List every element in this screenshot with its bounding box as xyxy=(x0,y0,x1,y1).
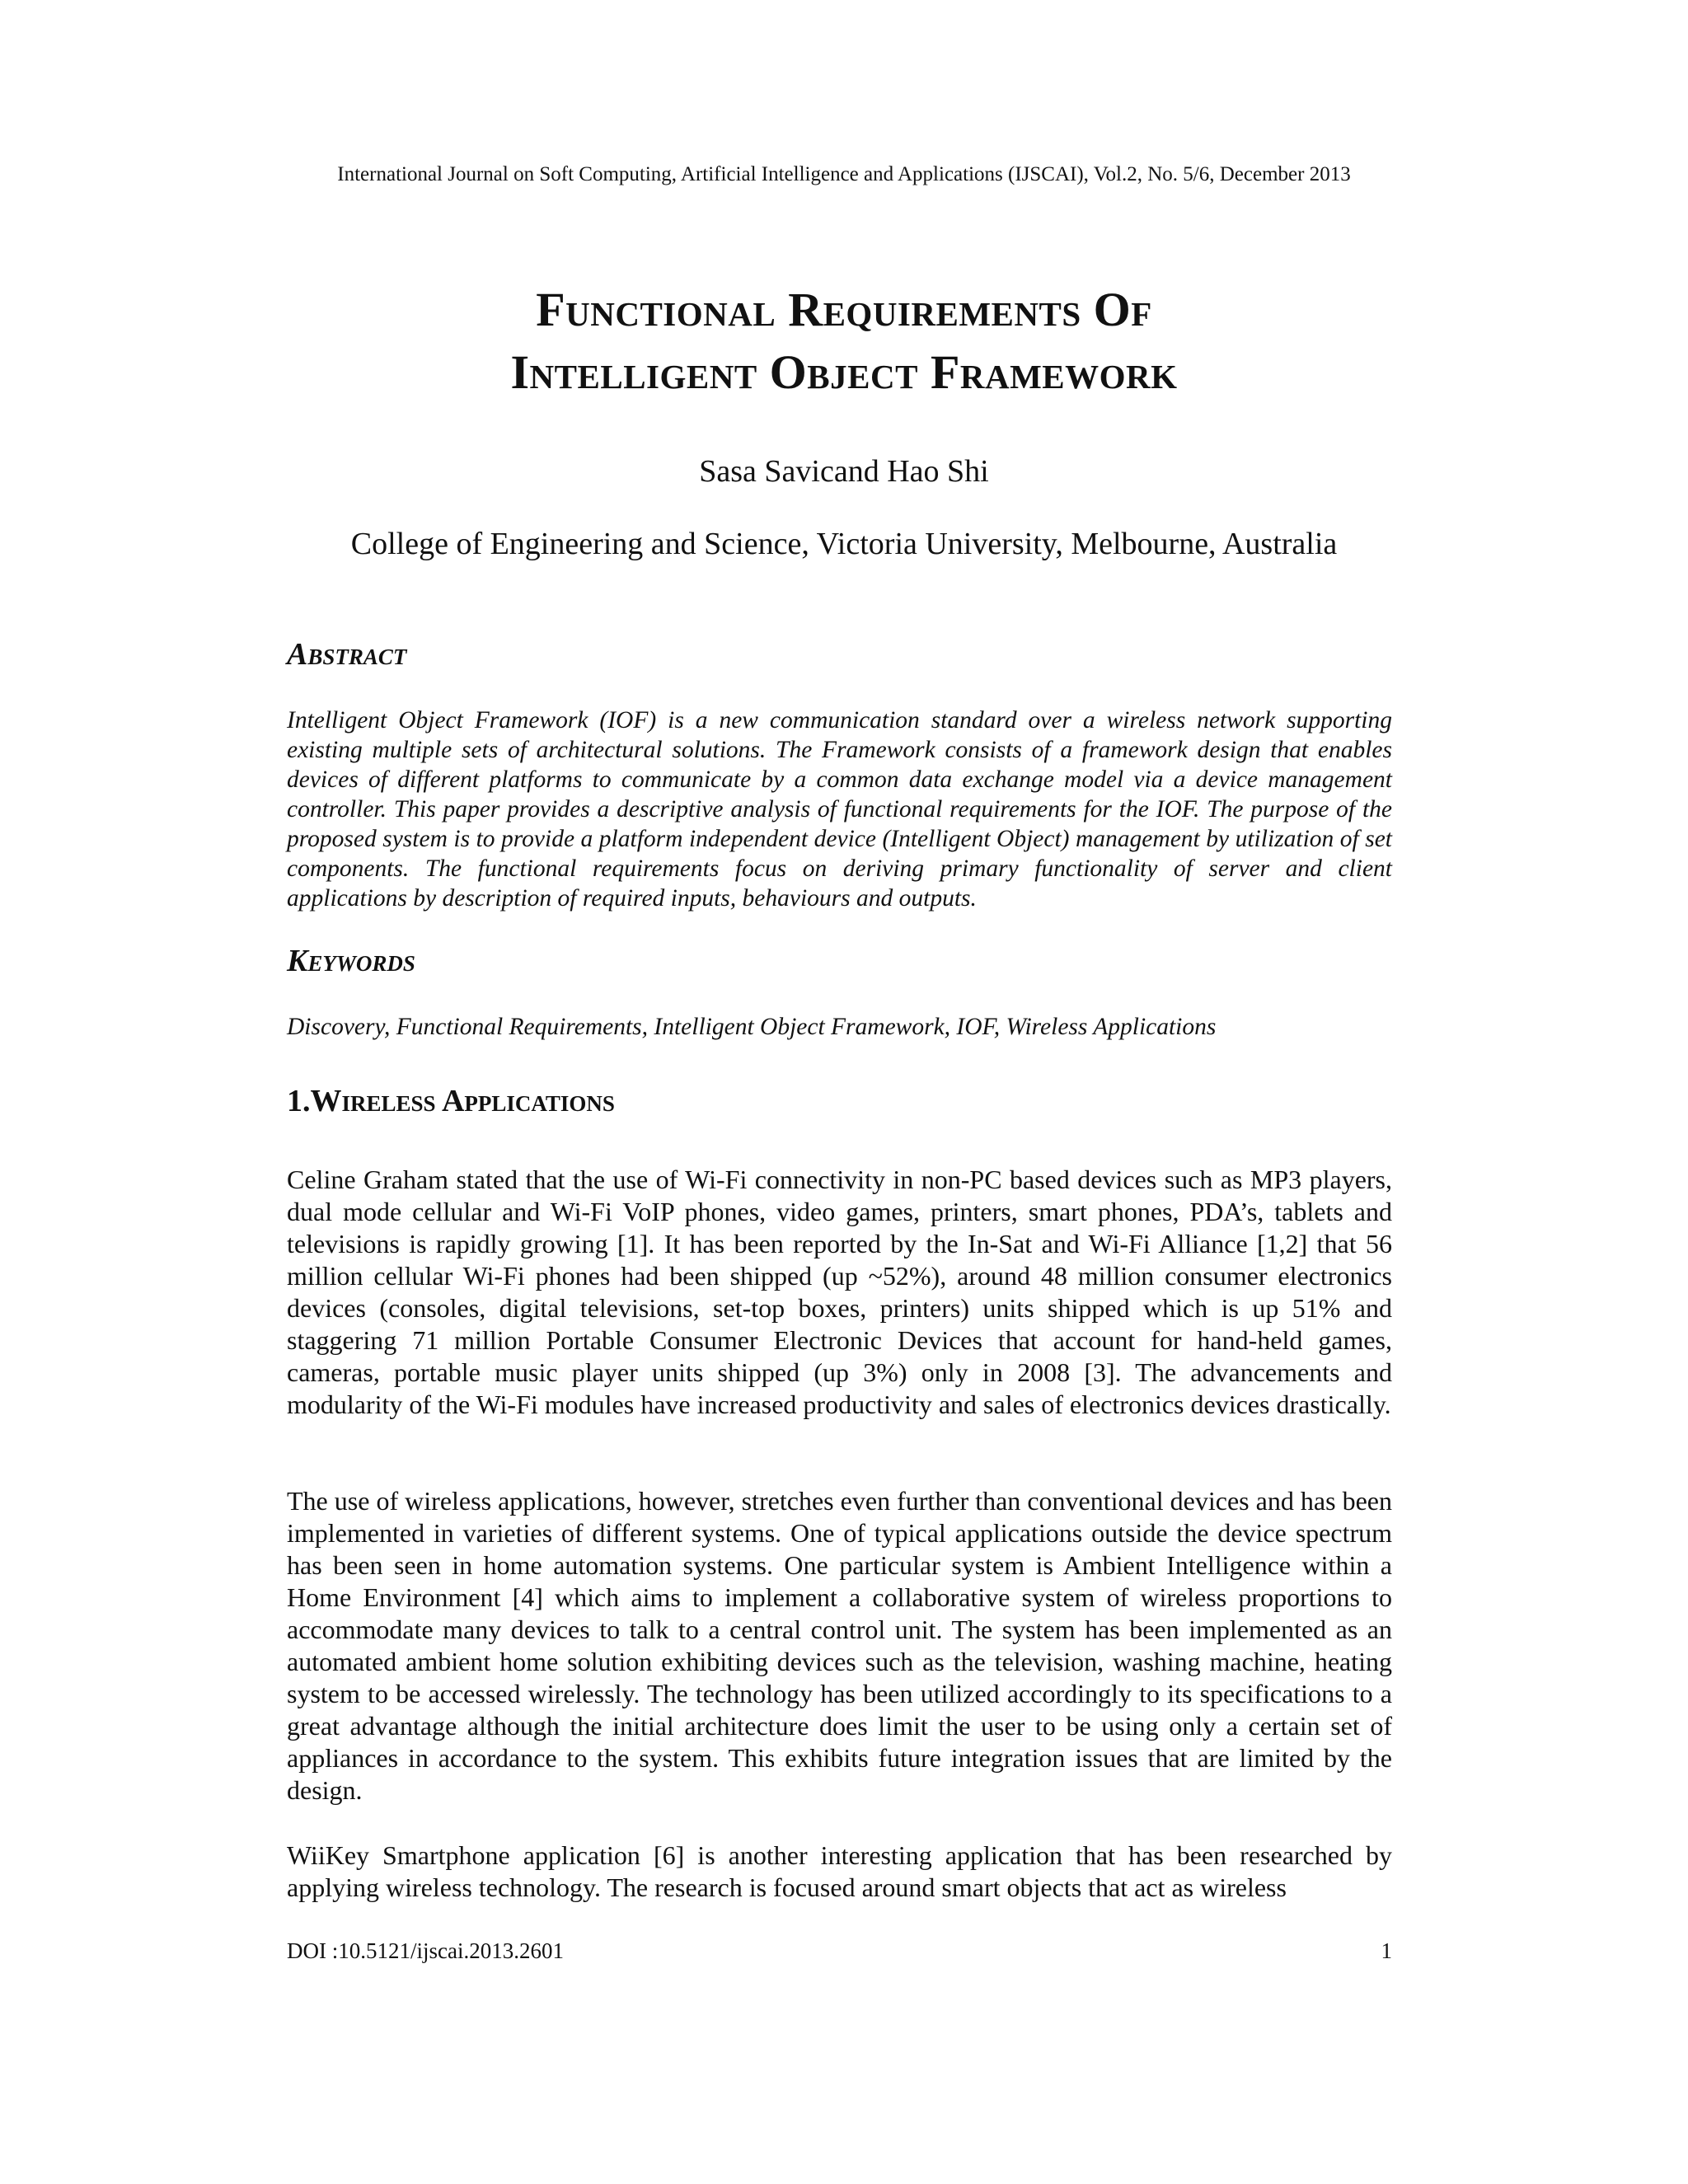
abstract-heading: Abstract xyxy=(287,637,407,672)
keywords-text: Discovery, Functional Requirements, Intelligent Object Framework, IOF, Wireless Applications xyxy=(287,1014,1217,1040)
keywords-heading: Keywords xyxy=(287,944,415,978)
affiliation: College of Engineering and Science, Victoria University, Melbourne, Australia xyxy=(350,527,1338,561)
page-footer xyxy=(287,1937,1392,1965)
section-1-paragraph-3: WiiKey Smartphone application [6] is another interesting application that has been researched by applying wireless technology. The research is focused around smart objects that act as wireless xyxy=(287,1840,1392,1902)
paper-title xyxy=(0,279,1688,404)
section-1-paragraph-1: Celine Graham stated that the use of Wi-Fi connectivity in non-PC based devices such as MP3 players, dual mode cellular and Wi-Fi VoIP phones, video games, printers, smart phones, PDA’s, tablets and televisions is rapidly growing [1]. It has been reported by the In-Sat and Wi-Fi Alliance [1,2] that 56 million cellular Wi-Fi phones had been shipped (up ~52%), around 48 million consumer electronics devices (consoles, digital televisions, set-top boxes, printers) units shipped which is up 51% and staggering 71 million Portable Consumer Electronic Devices that account for hand-held games, cameras, portable music player units shipped (up 3%) only in 2008 [3]. The advancements and modularity of the Wi-Fi modules have increased productivity and sales of electronics devices drastically. xyxy=(287,1165,1392,1419)
section-1-paragraph-2: The use of wireless applications, however, stretches even further than conventional devices and has been implemented in varieties of different systems. One of typical applications outside the device spectrum has been seen in home automation systems. One particular system is Ambient Intelligence within a Home Environment [4] which aims to implement a collaborative system of wireless proportions to accommodate many devices to talk to a central control unit. The system has been implemented as an automated ambient home solution exhibiting devices such as the television, washing machine, heating system to be accessed wirelessly. The technology has been utilized accordingly to its specifications to a great advantage although the initial architecture does limit the user to be using only a certain set of appliances in accordance to the system. This exhibits future integration issues that are limited by the design. xyxy=(287,1486,1392,1805)
running-header: International Journal on Soft Computing, Artificial Intelligence and Applications (IJSCAI), Vol.2, No. 5/6, December 2013 xyxy=(337,163,1351,185)
doi-text: DOI :10.5121/ijscai.2013.2601 xyxy=(287,1938,564,1963)
author-list: Sasa Savicand Hao Shi xyxy=(699,454,989,489)
section-1-heading: 1.Wireless Applications xyxy=(287,1084,615,1118)
title-line-2: Intelligent Object Framework xyxy=(510,345,1178,399)
title-line-1: Functional Requirements Of xyxy=(536,283,1152,336)
abstract-text: Intelligent Object Framework (IOF) is a new communication standard over a wireless network supporting existing multiple sets of architectural solutions. The Framework consists of a framework design that enables devices of different platforms to communicate by a common data exchange model via a device management controller. This paper provides a descriptive analysis of functional requirements for the IOF. The purpose of the proposed system is to provide a platform independent device (Intelligent Object) management by utilization of set components. The functional requirements focus on deriving primary functionality of server and client applications by description of required inputs, behaviours and outputs. xyxy=(287,707,1392,912)
page-number: 1 xyxy=(1381,1938,1392,1963)
